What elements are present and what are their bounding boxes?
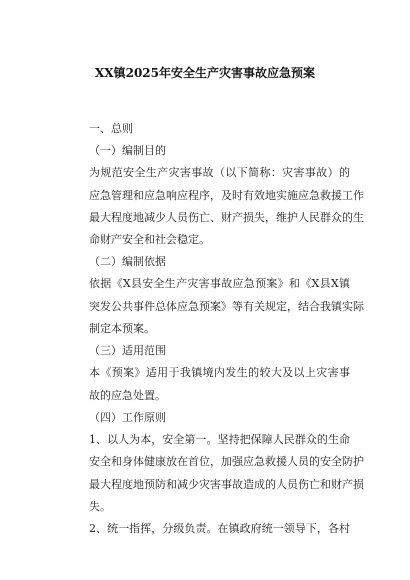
subsection-heading: （三）适用范围 <box>89 344 166 357</box>
paragraph-line: 依据《X县安全生产灾害事故应急预案》和《X县X镇 <box>89 277 350 290</box>
paragraph-line: 最大程度地减少人员伤亡、财产损失，维护人民群众的生 <box>89 211 364 224</box>
paragraph-line: 2、统一指挥，分级负责。在镇政府统一领导下，各村 <box>89 522 350 535</box>
document-title: XX镇2025年安全生产灾害事故应急预案 <box>94 66 316 80</box>
paragraph-line: 制定本预案。 <box>89 322 155 335</box>
paragraph-line: 突发公共事件总体应急预案》等有关规定，结合我镇实际 <box>89 300 364 313</box>
paragraph-line: 最大程度地预防和减少灾害事故造成的人员伤亡和财产损 <box>89 478 364 491</box>
subsection-heading: （二）编制依据 <box>89 255 166 268</box>
paragraph-line: 为规范安全生产灾害事故（以下简称：灾害事故）的 <box>89 166 350 179</box>
subsection-heading: （一）编制目的 <box>89 144 166 157</box>
paragraph-line: 失。 <box>89 500 111 513</box>
paragraph-line: 故的应急处置。 <box>89 389 166 402</box>
section-heading: 一、总则 <box>89 122 133 135</box>
subsection-heading: （四）工作原则 <box>89 411 166 424</box>
paragraph-line: 本《预案》适用于我镇境内发生的较大及以上灾害事 <box>89 366 350 379</box>
paragraph-line: 安全和身体健康放在首位，加强应急救援人员的安全防护 <box>89 455 364 468</box>
paragraph-line: 1、以人为本，安全第一。坚持把保障人民群众的生命 <box>89 433 350 446</box>
paragraph-line: 命财产安全和社会稳定。 <box>89 233 210 246</box>
paragraph-line: 应急管理和应急响应程序，及时有效地实施应急救援工作 <box>89 189 364 202</box>
